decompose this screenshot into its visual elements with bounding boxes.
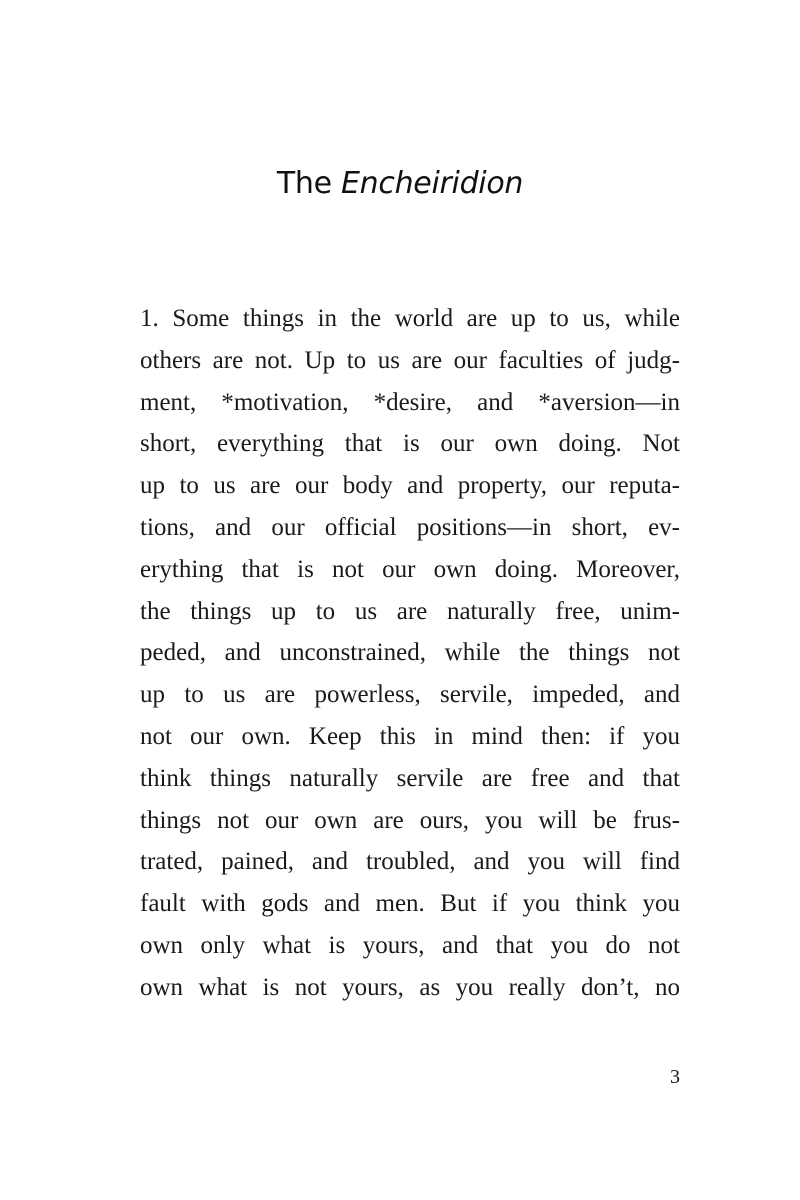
- text-line: short, everything that is our own doing. Not: [140, 430, 680, 458]
- text-line: erything that is not our own doing. Moreover,: [140, 555, 680, 583]
- body-text: [140, 298, 680, 1009]
- text-line: 1. Some things in the world are up to us, while: [140, 305, 680, 332]
- text-line: ment, *motivation, *desire, and *aversion—in: [140, 388, 680, 416]
- text-line: own what is not yours, as you really don’t, no: [140, 973, 680, 1001]
- text-line: up to us are our body and property, our reputa-: [140, 472, 680, 500]
- text-line: things not our own are ours, you will be frus-: [140, 806, 680, 834]
- text-line: peded, and unconstrained, while the things not: [140, 639, 680, 667]
- text-line: own only what is yours, and that you do not: [140, 931, 680, 959]
- chapter-title-prefix: The: [276, 166, 332, 201]
- text-line: think things naturally servile are free and that: [140, 764, 680, 792]
- chapter-title: [0, 166, 800, 201]
- text-line: the things up to us are naturally free, unim-: [140, 597, 680, 625]
- text-line: others are not. Up to us are our faculties of judg-: [140, 346, 680, 374]
- text-line: tions, and our official positions—in short, ev-: [140, 513, 680, 541]
- page-number: 3: [670, 1066, 680, 1088]
- chapter-title-italic: Encheiridion: [341, 166, 524, 201]
- text-line: up to us are powerless, servile, impeded, and: [140, 681, 680, 709]
- text-line: trated, pained, and troubled, and you will find: [140, 848, 680, 876]
- text-line: not our own. Keep this in mind then: if you: [140, 722, 680, 750]
- text-line: fault with gods and men. But if you think you: [140, 890, 680, 918]
